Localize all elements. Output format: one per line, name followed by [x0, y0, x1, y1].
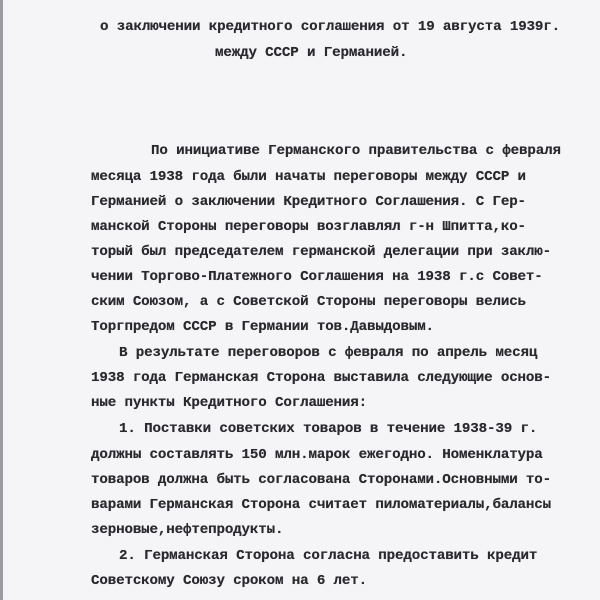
paragraph-4-line-2: Советскому Союзу сроком на 6 лет.: [91, 573, 368, 589]
paragraph-3-line-3: товаров должна быть согласована Сторонами.Основными то-: [91, 472, 552, 488]
paragraph-1-line-7: ским Союзом, а с Советской Стороны переговоры велись: [91, 294, 526, 310]
paragraph-2-line-3: ные пункты Кредитного Соглашения:: [91, 395, 368, 411]
paragraph-1-line-3: Германией о заключении Кредитного Соглашения. С Гер-: [91, 194, 526, 210]
document-heading-line-2: между СССР и Германией.: [215, 45, 408, 61]
paragraph-1-line-1: По инициативе Германского правительства с февраля: [151, 143, 561, 159]
paragraph-2-line-2: 1938 года Германская Сторона выставила следующие основ-: [91, 370, 552, 386]
document-heading-line-1: о заключении кредитного соглашения от 19 августа 1939г.: [100, 19, 561, 35]
paragraph-1-line-2: месяца 1938 года были начаты переговоры между СССР и: [91, 169, 526, 185]
paragraph-1-line-8: Торгпредом СССР в Германии тов.Давыдовым.: [91, 319, 434, 335]
paragraph-1-line-4: манской Стороны переговоры возглавлял г-н Шпитта,ко-: [91, 219, 526, 235]
paragraph-3-line-1: 1. Поставки советских товаров в течение 1938-39 г.: [119, 421, 538, 437]
paragraph-2-line-1: В результате переговоров с февраля по апрель месяц: [119, 345, 538, 361]
paragraph-3-line-2: должны составлять 150 млн.марок ежегодно. Номенклатура: [91, 447, 543, 463]
paragraph-3-line-4: варами Германская Сторона считает пиломатериалы,балансы: [91, 497, 552, 513]
paragraph-3-line-5: зерновые,нефтепродукты.: [91, 522, 284, 538]
paragraph-4-line-1: 2. Германская Сторона согласна предоставить кредит: [119, 548, 538, 564]
paragraph-1-line-6: чении Торгово-Платежного Соглашения на 1938 г.с Совет-: [91, 269, 543, 285]
paragraph-1-line-5: торый был председателем германской делегации при заклю-: [91, 244, 552, 260]
